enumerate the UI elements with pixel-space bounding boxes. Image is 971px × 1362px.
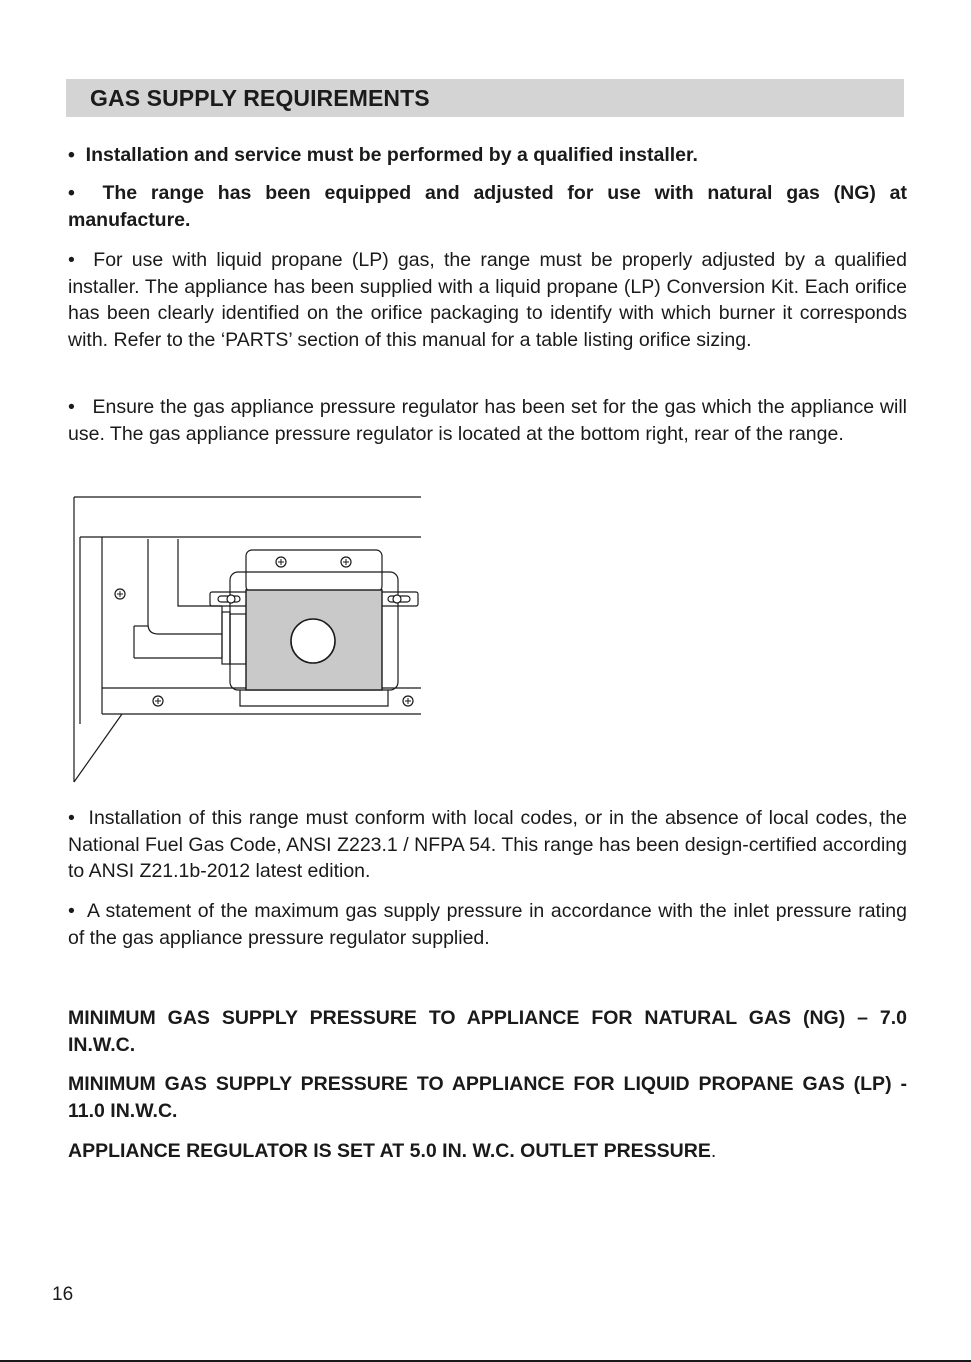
bullet-text: Installation of this range must conform with local codes, or in the absence of local codes, the National Fuel Gas Code, ANSI Z223.1 / NFPA 54. This range has been design-certified according to ANSI Z21.1b-2012 latest edition.: [68, 807, 907, 882]
pressure-note-text: APPLIANCE REGULATOR IS SET AT 5.0 IN. W.C. OUTLET PRESSURE: [68, 1140, 711, 1162]
bullet-text: A statement of the maximum gas supply pressure in accordance with the inlet pressure rating of the gas appliance pressure regulator supplied.: [68, 900, 907, 949]
pressure-note-natural-gas: MINIMUM GAS SUPPLY PRESSURE TO APPLIANCE FOR NATURAL GAS (NG) – 7.0 IN.W.C.: [68, 1007, 907, 1056]
bullet-marker: •: [68, 182, 75, 204]
bullet-marker: •: [68, 900, 75, 922]
bullet-marker: •: [68, 249, 75, 271]
bullet-text: Ensure the gas appliance pressure regulator has been set for the gas which the appliance will use. The gas appliance pressure regulator is located at the bottom right, rear of the range.: [68, 396, 907, 445]
pressure-note-period: .: [710, 1140, 717, 1162]
regulator-diagram: [70, 494, 426, 784]
bullet-maximum-pressure: [68, 898, 907, 951]
bullet-natural-gas: [68, 180, 907, 233]
bullet-qualified-installer: [68, 142, 907, 169]
bullet-text: For use with liquid propane (LP) gas, the range must be properly adjusted by a qualified installer. The appliance has been supplied with a liquid propane (LP) Conversion Kit. Each orifice has been clearly identified on the orifice packaging to identify with which burner it corresponds with. Refer to the ‘PARTS’ section of this manual for a table listing orifice sizing.: [68, 249, 907, 351]
bullet-text: Installation and service must be performed by a qualified installer.: [85, 144, 698, 166]
bullet-liquid-propane: [68, 247, 907, 353]
section-header-band: [66, 79, 904, 117]
section-title: GAS SUPPLY REQUIREMENTS: [90, 85, 430, 111]
bullet-text: The range has been equipped and adjusted for use with natural gas (NG) at manufacture.: [68, 182, 907, 231]
bullet-marker: •: [68, 144, 75, 166]
bullet-pressure-regulator: [68, 394, 907, 447]
page-number: 16: [52, 1284, 74, 1305]
pressure-note-liquid-propane: MINIMUM GAS SUPPLY PRESSURE TO APPLIANCE FOR LIQUID PROPANE GAS (LP) - 11.0 IN.W.C.: [68, 1073, 907, 1122]
bullet-local-codes: [68, 805, 907, 885]
bullet-marker: •: [68, 807, 75, 829]
bullet-marker: •: [68, 396, 75, 418]
pressure-note-regulator-setting: [68, 1138, 907, 1165]
